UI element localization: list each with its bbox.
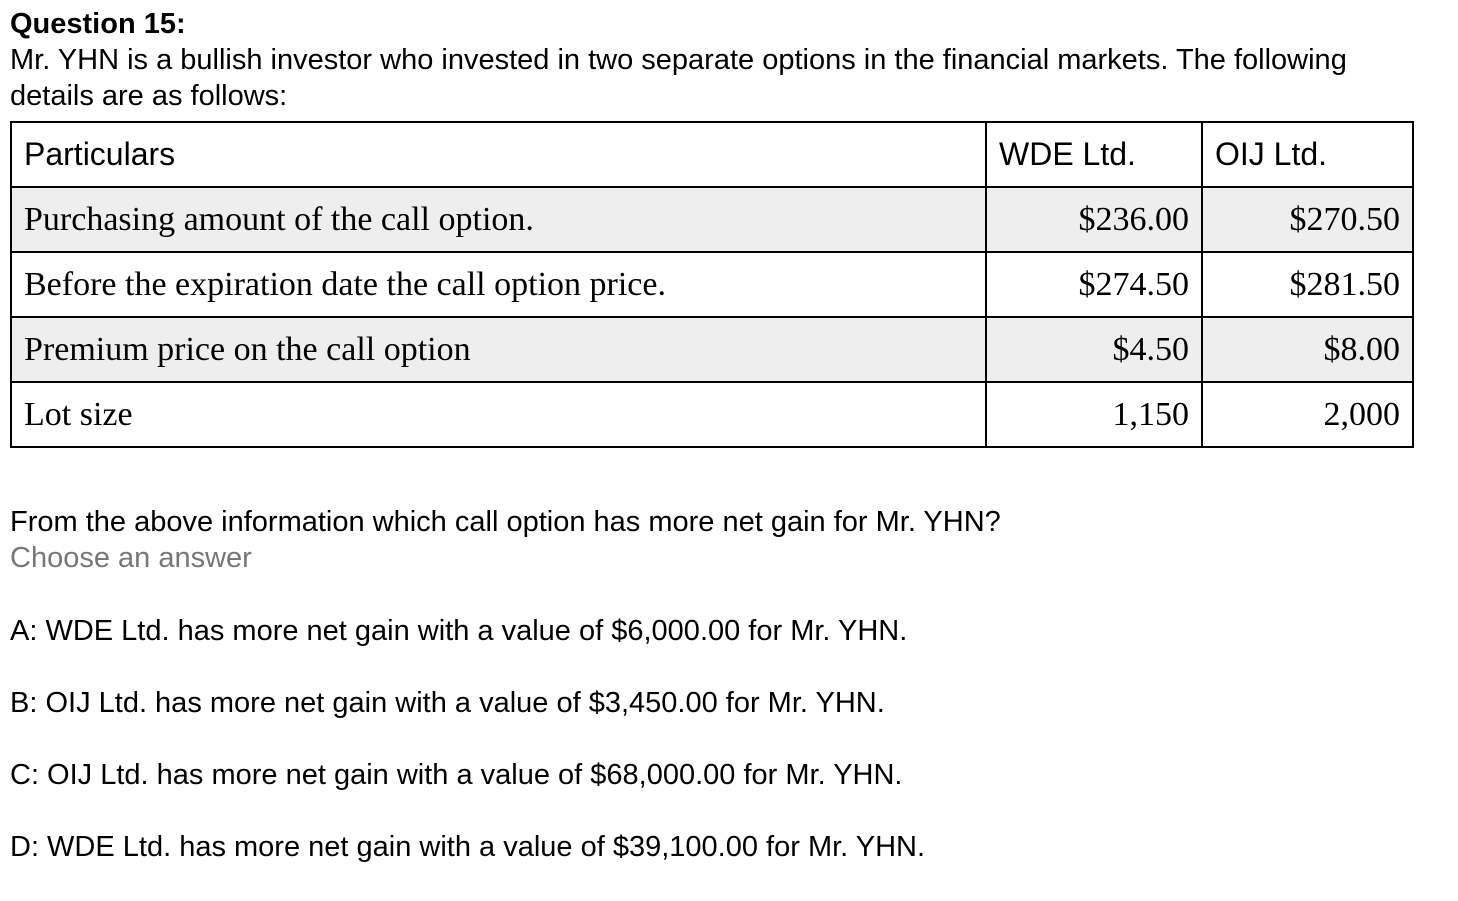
answer-prompt: [10, 504, 1001, 576]
wde-value: $4.50: [986, 317, 1202, 382]
answer-option-d[interactable]: D: WDE Ltd. has more net gain with a value of $39,100.00 for Mr. YHN.: [10, 831, 926, 863]
question-title: Question 15:: [10, 8, 186, 40]
wde-value: 1,150: [986, 382, 1202, 447]
oij-value: $281.50: [1202, 252, 1413, 317]
question-page: [10, 6, 1440, 863]
table-header-row: [11, 122, 1413, 187]
oij-value: $8.00: [1202, 317, 1413, 382]
row-label: Lot size: [11, 382, 986, 447]
oij-value: 2,000: [1202, 382, 1413, 447]
choose-answer-hint: Choose an answer: [10, 542, 252, 574]
oij-value: $270.50: [1202, 187, 1413, 252]
table-row: [11, 317, 1413, 382]
question-text: Mr. YHN is a bullish investor who invested in two separate options in the financial markets. The following details are as follows:: [10, 44, 1347, 112]
answer-option-b[interactable]: B: OIJ Ltd. has more net gain with a value of $3,450.00 for Mr. YHN.: [10, 687, 885, 719]
header-wde: WDE Ltd.: [986, 122, 1202, 187]
table-row: [11, 382, 1413, 447]
row-label: Purchasing amount of the call option.: [11, 187, 986, 252]
row-label: Premium price on the call option: [11, 317, 986, 382]
table-row: [11, 187, 1413, 252]
options-table: [10, 121, 1414, 448]
prompt-question: From the above information which call option has more net gain for Mr. YHN?: [10, 506, 1001, 538]
wde-value: $236.00: [986, 187, 1202, 252]
header-oij: OIJ Ltd.: [1202, 122, 1413, 187]
row-label: Before the expiration date the call option price.: [11, 252, 986, 317]
header-particulars: Particulars: [11, 122, 986, 187]
answer-option-c[interactable]: C: OIJ Ltd. has more net gain with a value of $68,000.00 for Mr. YHN.: [10, 759, 903, 791]
wde-value: $274.50: [986, 252, 1202, 317]
answer-option-a[interactable]: A: WDE Ltd. has more net gain with a value of $6,000.00 for Mr. YHN.: [10, 615, 908, 647]
table-row: [11, 252, 1413, 317]
answer-list: [10, 613, 925, 901]
